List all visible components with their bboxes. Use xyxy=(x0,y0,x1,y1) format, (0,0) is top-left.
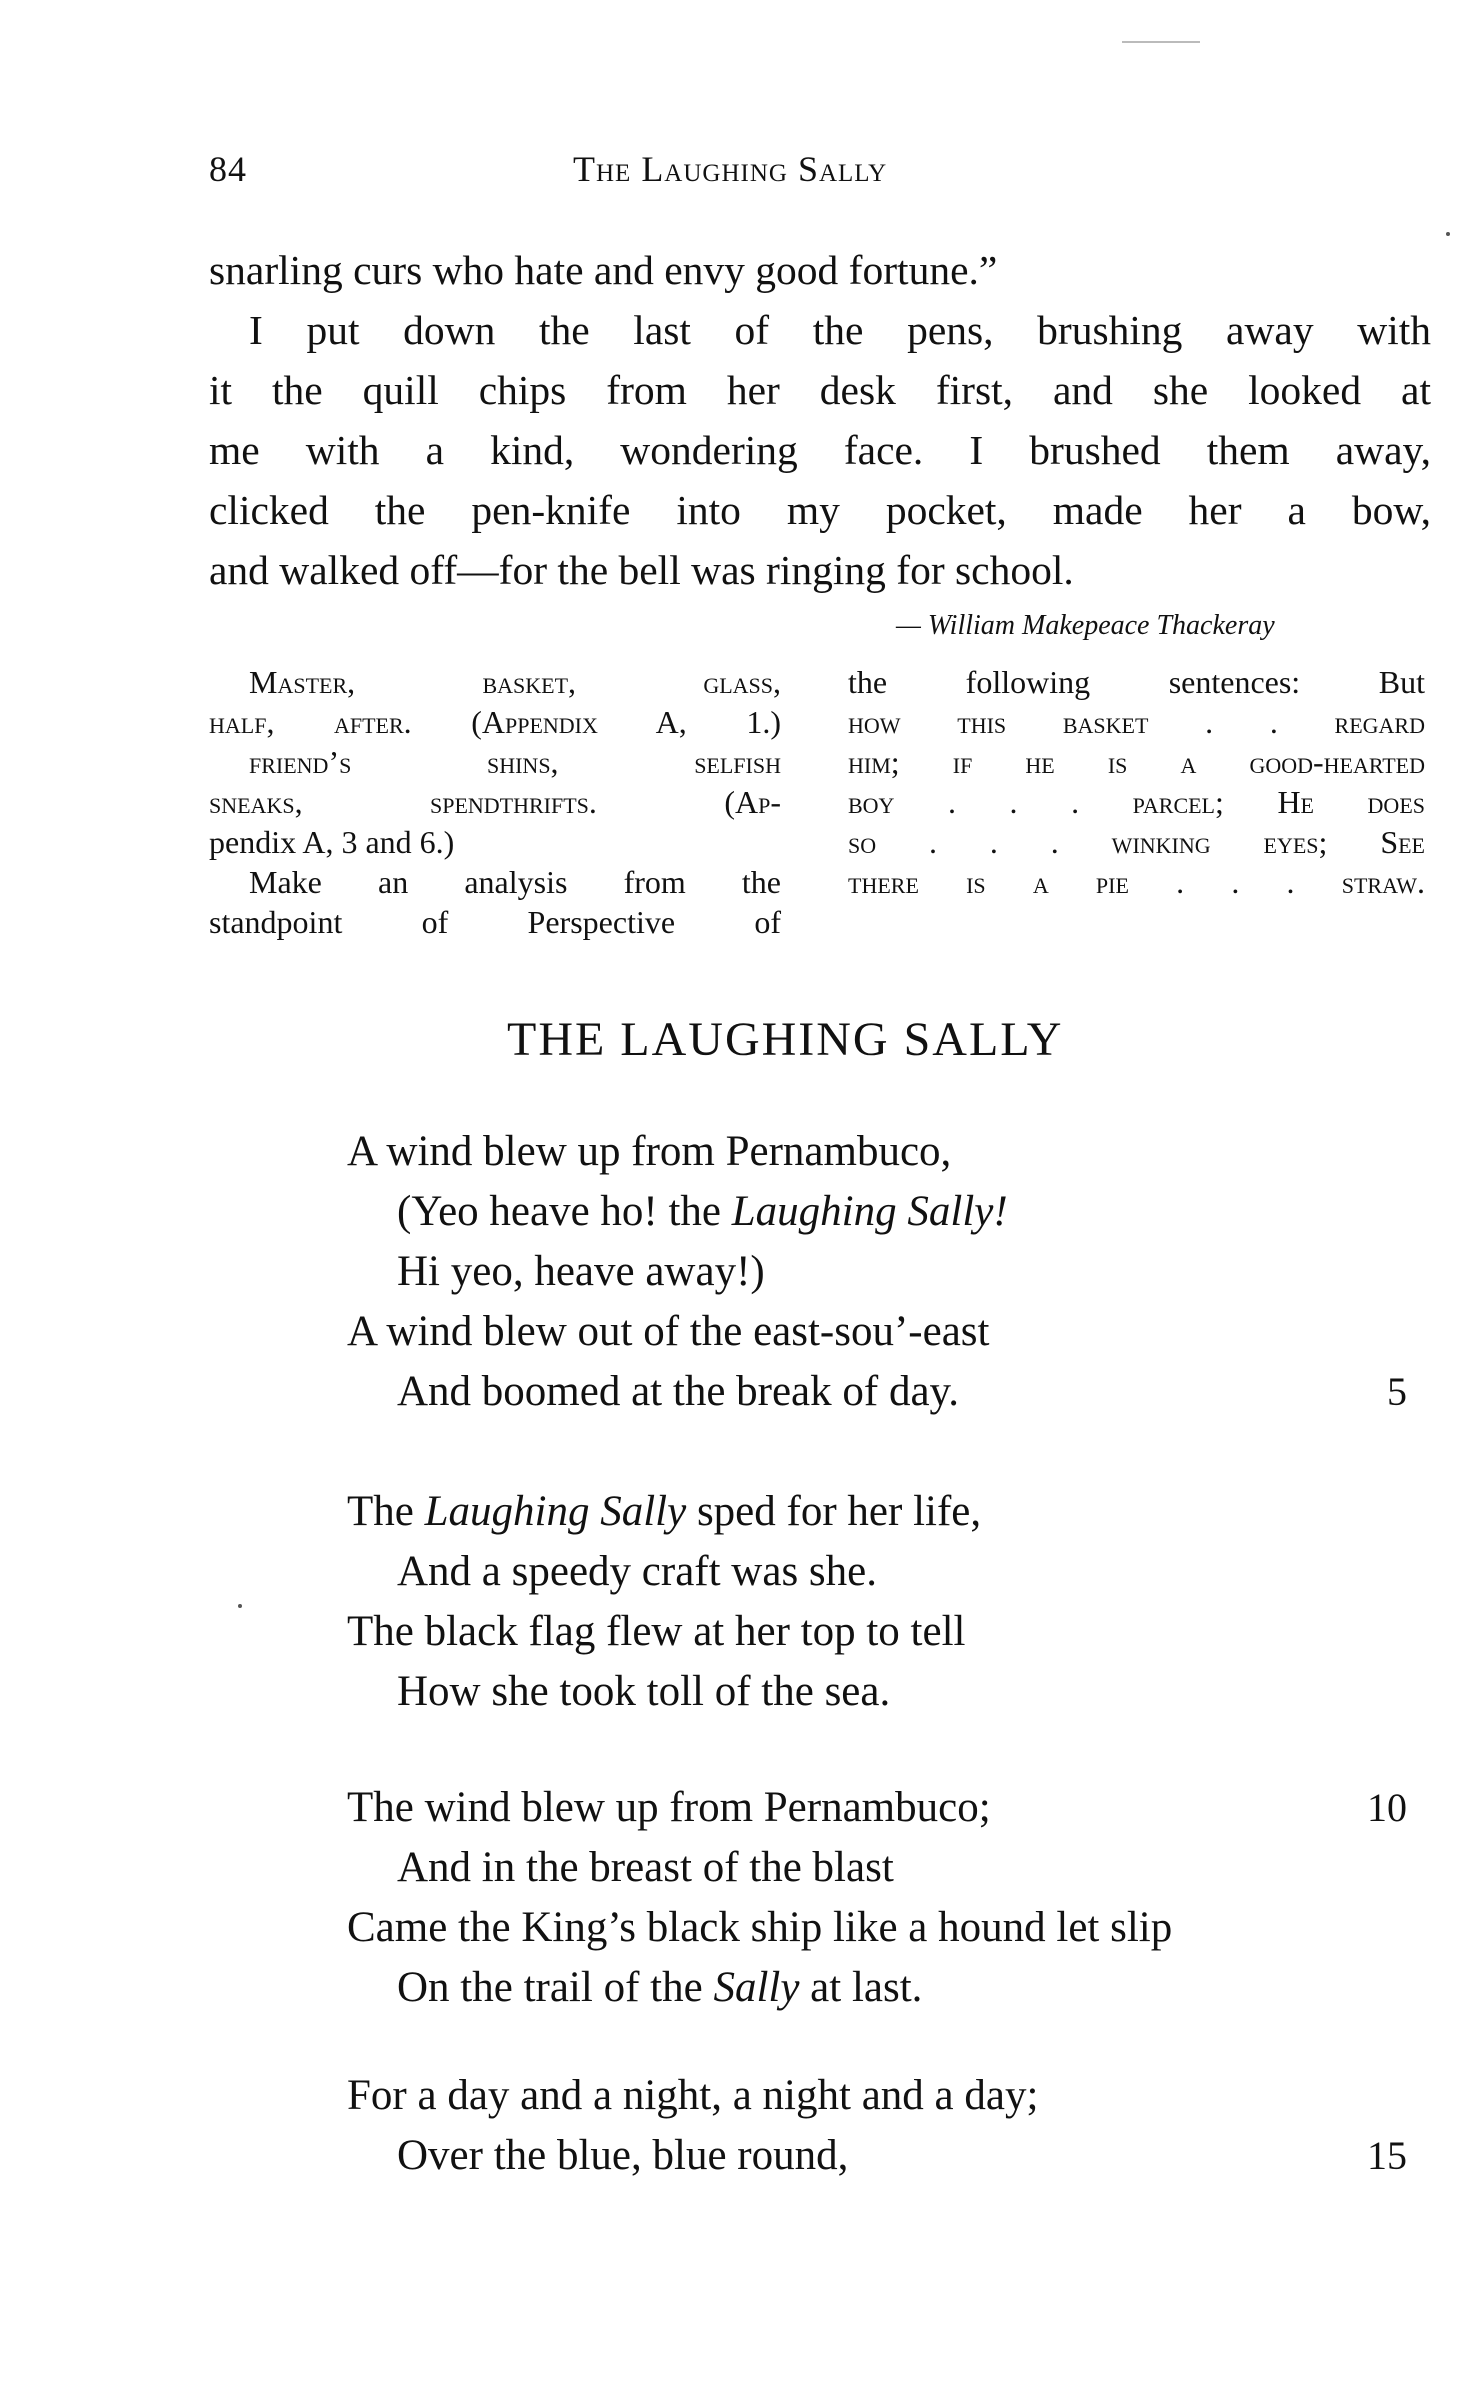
notes-left-column xyxy=(209,662,781,942)
poem-line-text: (Yeo heave ho! the xyxy=(397,1188,732,1235)
line-number: 15 xyxy=(1367,2133,1407,2178)
prose-block xyxy=(209,240,1431,600)
line-number: 5 xyxy=(1387,1369,1407,1414)
stanza-2 xyxy=(347,1482,1437,1722)
speck xyxy=(1446,232,1450,236)
stanza-1 xyxy=(347,1122,1437,1422)
poem-line-text: The wind blew up from Pernambuco; xyxy=(347,1784,991,1831)
poem-line-text: sped for her life, xyxy=(686,1488,982,1535)
note-line: Master, basket, glass, xyxy=(249,664,781,700)
poem-line-text: And boomed at the break of day. xyxy=(397,1368,960,1415)
note-line: pendix A, 3 and 6.) xyxy=(209,824,455,860)
prose-line: snarling curs who hate and envy good fortune.” xyxy=(209,247,998,293)
attribution: — William Makepeace Thackeray xyxy=(896,610,1275,641)
poem-line xyxy=(347,1482,1437,1542)
poem-line xyxy=(347,1182,1437,1242)
poem-line: And in the breast of the blast xyxy=(397,1844,894,1891)
poem-line-text: Over the blue, blue round, xyxy=(397,2132,849,2179)
poem-line xyxy=(347,2126,1437,2186)
stanza-3 xyxy=(347,1778,1437,2018)
note-line: there is a pie . . . straw. xyxy=(848,864,1425,900)
poem-line xyxy=(347,1362,1437,1422)
poem-line-text: at last. xyxy=(799,1964,923,2011)
poem-line: A wind blew up from Pernambuco, xyxy=(347,1128,952,1175)
poem-line: The black flag flew at her top to tell xyxy=(347,1608,966,1655)
ship-name: Sally xyxy=(713,1964,800,2011)
note-line: friend’s shins, selfish xyxy=(249,744,781,780)
note-line: Make an analysis from the xyxy=(249,864,781,900)
page-number: 84 xyxy=(209,149,247,189)
note-line: him; if he is a good-hearted xyxy=(848,744,1425,780)
poem-line: A wind blew out of the east-sou’-east xyxy=(347,1308,990,1355)
running-title: The Laughing Sally xyxy=(573,149,888,189)
poem-line: Hi yeo, heave away!) xyxy=(397,1248,765,1295)
poem-line: Came the King’s black ship like a hound let slip xyxy=(347,1904,1173,1951)
poem-line xyxy=(347,1958,1437,2018)
note-line: sneaks, spendthrifts. (Ap- xyxy=(209,784,781,820)
prose-line: it the quill chips from her desk first, and she looked at xyxy=(209,367,1431,413)
poem-line-text: The xyxy=(347,1488,425,1535)
ship-name: Laughing Sally! xyxy=(731,1188,1008,1235)
poem-line: For a day and a night, a night and a day; xyxy=(347,2072,1039,2119)
note-line: half, after. (Appendix A, 1.) xyxy=(209,704,781,740)
poem-line: And a speedy craft was she. xyxy=(397,1548,877,1595)
poem-title: THE LAUGHING SALLY xyxy=(507,1013,1064,1066)
prose-line: me with a kind, wondering face. I brushed them away, xyxy=(209,427,1431,473)
poem-line-text: On the trail of the xyxy=(397,1964,714,2011)
prose-line: and walked off—for the bell was ringing for school. xyxy=(209,547,1074,593)
prose-line: clicked the pen-knife into my pocket, made her a bow, xyxy=(209,487,1431,533)
note-line: the following sentences: But xyxy=(848,664,1425,700)
top-rule xyxy=(1122,41,1200,43)
stanza-4 xyxy=(347,2066,1437,2186)
line-number: 10 xyxy=(1367,1785,1407,1830)
notes-right-column xyxy=(848,662,1425,902)
poem-line: How she took toll of the sea. xyxy=(397,1668,891,1715)
note-line: standpoint of Perspective of xyxy=(209,904,781,940)
poem-line xyxy=(347,1778,1437,1838)
ship-name: Laughing Sally xyxy=(424,1488,687,1535)
note-line: so . . . winking eyes; See xyxy=(848,824,1425,860)
prose-line: I put down the last of the pens, brushing away with xyxy=(249,307,1431,353)
note-line: boy . . . parcel; He does xyxy=(848,784,1425,820)
note-line: how this basket . . regard xyxy=(848,704,1425,740)
speck xyxy=(238,1604,242,1608)
